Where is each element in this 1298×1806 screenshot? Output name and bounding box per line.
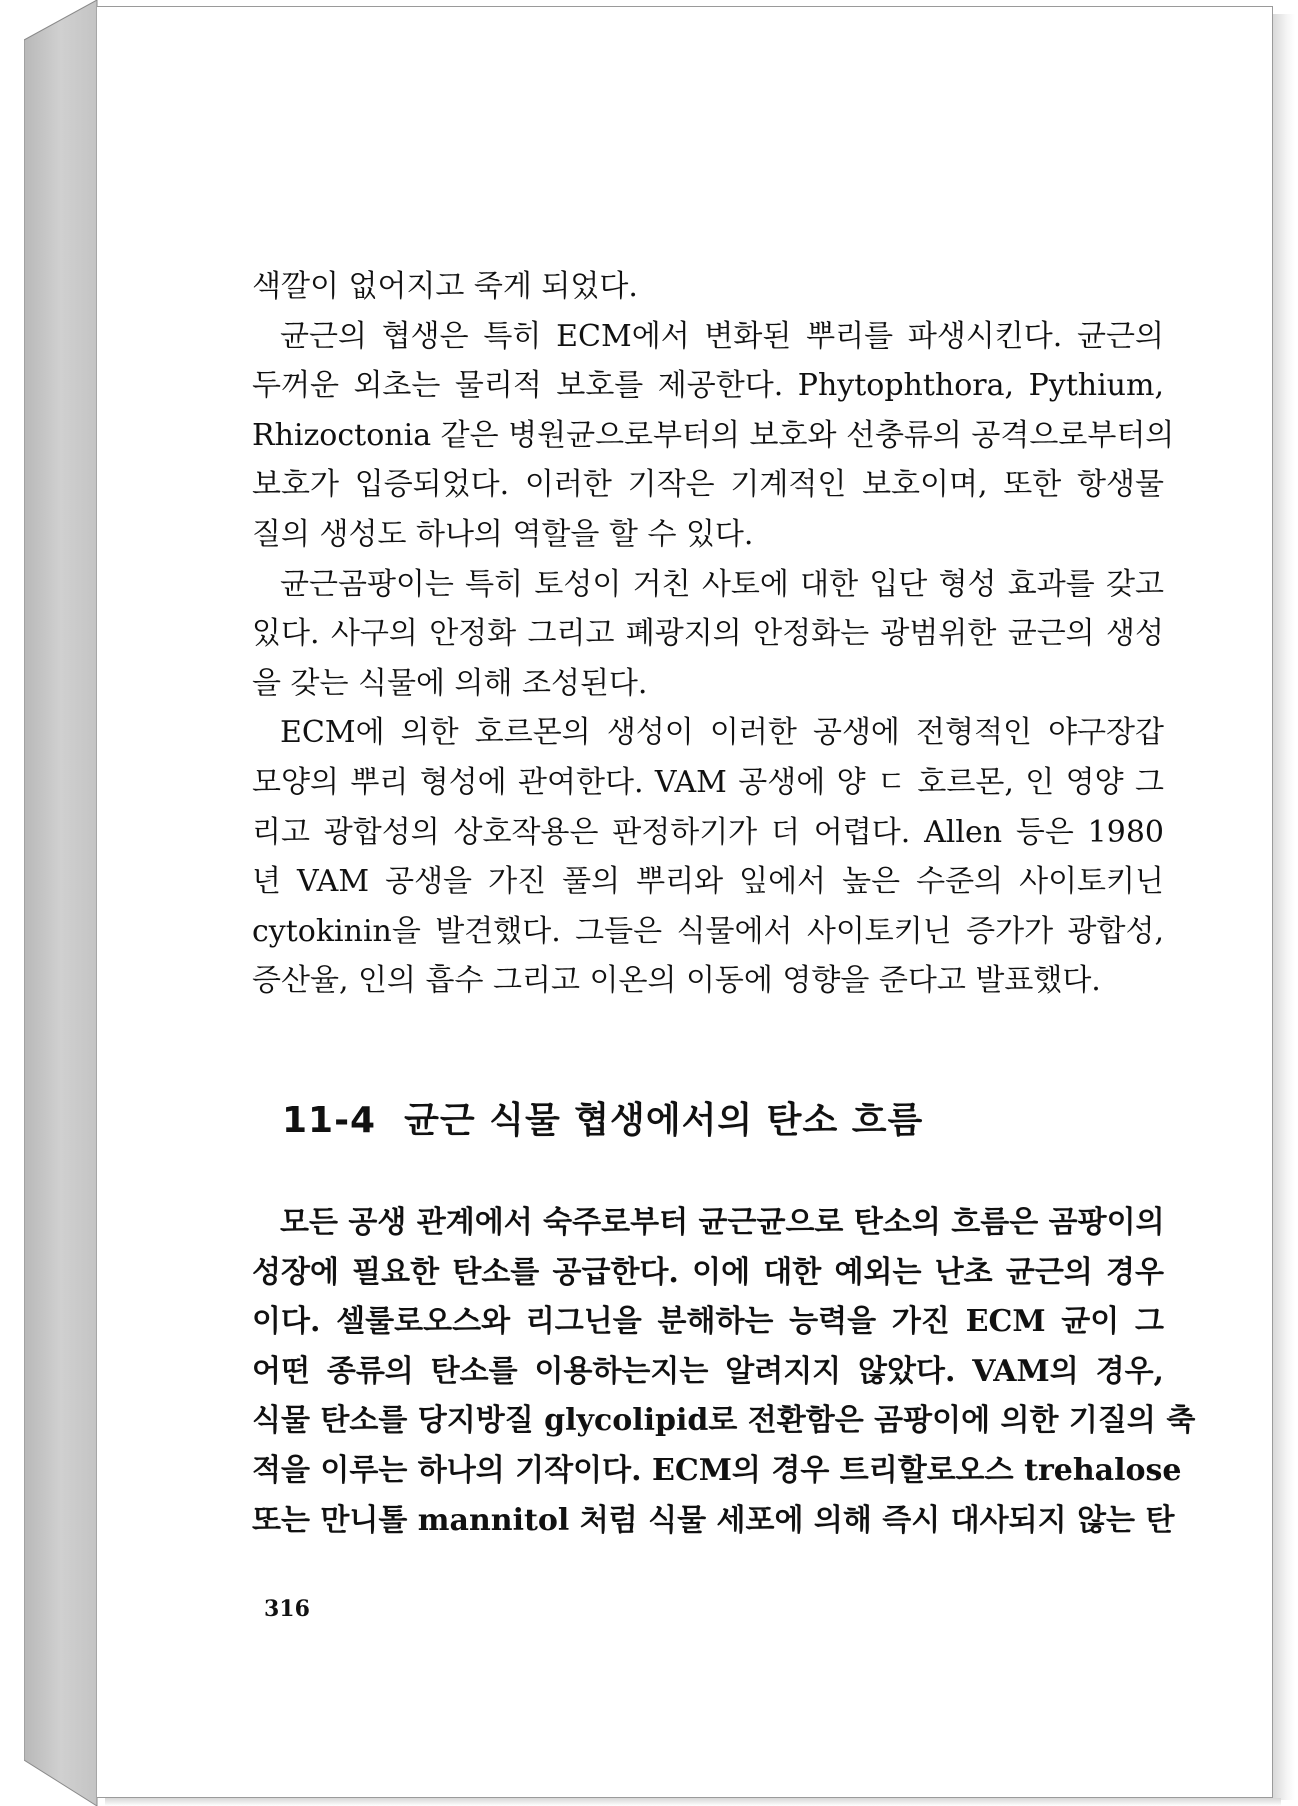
text-line: 리고 광합성의 상호작용은 판정하기가 더 어렵다. Allen 등은 1980	[252, 814, 1164, 850]
text-line: 질의 생성도 하나의 역할을 할 수 있다.	[252, 516, 754, 552]
text-line: 두꺼운 외초는 물리적 보호를 제공한다. Phytophthora, Pythium,	[252, 368, 1164, 404]
section-number: 11-4	[282, 1100, 377, 1141]
text-line: 균근의 협생은 특히 ECM에서 변화된 뿌리를 파생시킨다. 균근의	[280, 318, 1164, 354]
text-line: 균근곰팡이는 특히 토성이 거친 사토에 대한 입단 형성 효과를 갖고	[280, 566, 1164, 602]
text-line: 색깔이 없어지고 죽게 되었다.	[252, 269, 638, 304]
section-title: 균근 식물 협생에서의 탄소 흐름	[404, 1100, 924, 1141]
text-line: 어떤 종류의 탄소를 이용하는지는 알려지지 않았다. VAM의 경우,	[252, 1353, 1164, 1389]
text-line: 이다. 셀룰로오스와 리그닌을 분해하는 능력을 가진 ECM 균이 그	[252, 1304, 1164, 1340]
text-line: 년 VAM 공생을 가진 풀의 뿌리와 잎에서 높은 수준의 사이토키닌	[252, 864, 1164, 900]
book-spine-graphic	[24, 0, 98, 1806]
text-line: 을 갖는 식물에 의해 조성된다.	[252, 665, 648, 701]
text-line: 보호가 입증되었다. 이러한 기작은 기계적인 보호이며, 또한 항생물	[252, 467, 1164, 503]
text-line: 있다. 사구의 안정화 그리고 폐광지의 안정화는 광범위한 균근의 생성	[252, 616, 1164, 652]
text-line: 적을 이루는 하나의 기작이다. ECM의 경우 트리할로오스 trehalose	[252, 1452, 1182, 1488]
page-bottom-shadow	[105, 1798, 1281, 1806]
text-line: cytokinin을 발견했다. 그들은 식물에서 사이토키닌 증가가 광합성,	[252, 913, 1164, 949]
text-line: 증산율, 인의 흡수 그리고 이온의 이동에 영향을 준다고 발표했다.	[252, 963, 1101, 999]
text-line: 식물 탄소를 당지방질 glycolipid로 전환함은 곰팡이에 의한 기질의 축	[252, 1403, 1196, 1439]
text-line: 모양의 뿌리 형성에 관여한다. VAM 공생에 양 ㄷ 호르몬, 인 영양 그	[252, 764, 1164, 800]
page-number: 316	[264, 1596, 310, 1622]
body-text-top	[252, 262, 1175, 1006]
page-edge-shadow	[1273, 14, 1295, 1800]
text-line: 모든 공생 관계에서 숙주로부터 균근균으로 탄소의 흐름은 곰팡이의	[280, 1205, 1165, 1240]
body-text-bottom	[252, 1198, 1196, 1545]
text-line: 성장에 필요한 탄소를 공급한다. 이에 대한 예외는 난초 균근의 경우	[252, 1254, 1164, 1290]
text-line: 또는 만니톨 mannitol 처럼 식물 세포에 의해 즉시 대사되지 않는 탄	[252, 1502, 1175, 1538]
section-heading	[282, 1092, 923, 1143]
text-line: Rhizoctonia 같은 병원균으로부터의 보호와 선충류의 공격으로부터의	[252, 417, 1175, 453]
text-line: ECM에 의한 호르몬의 생성이 이러한 공생에 전형적인 야구장갑	[280, 715, 1164, 751]
book-spine	[24, 0, 98, 1806]
